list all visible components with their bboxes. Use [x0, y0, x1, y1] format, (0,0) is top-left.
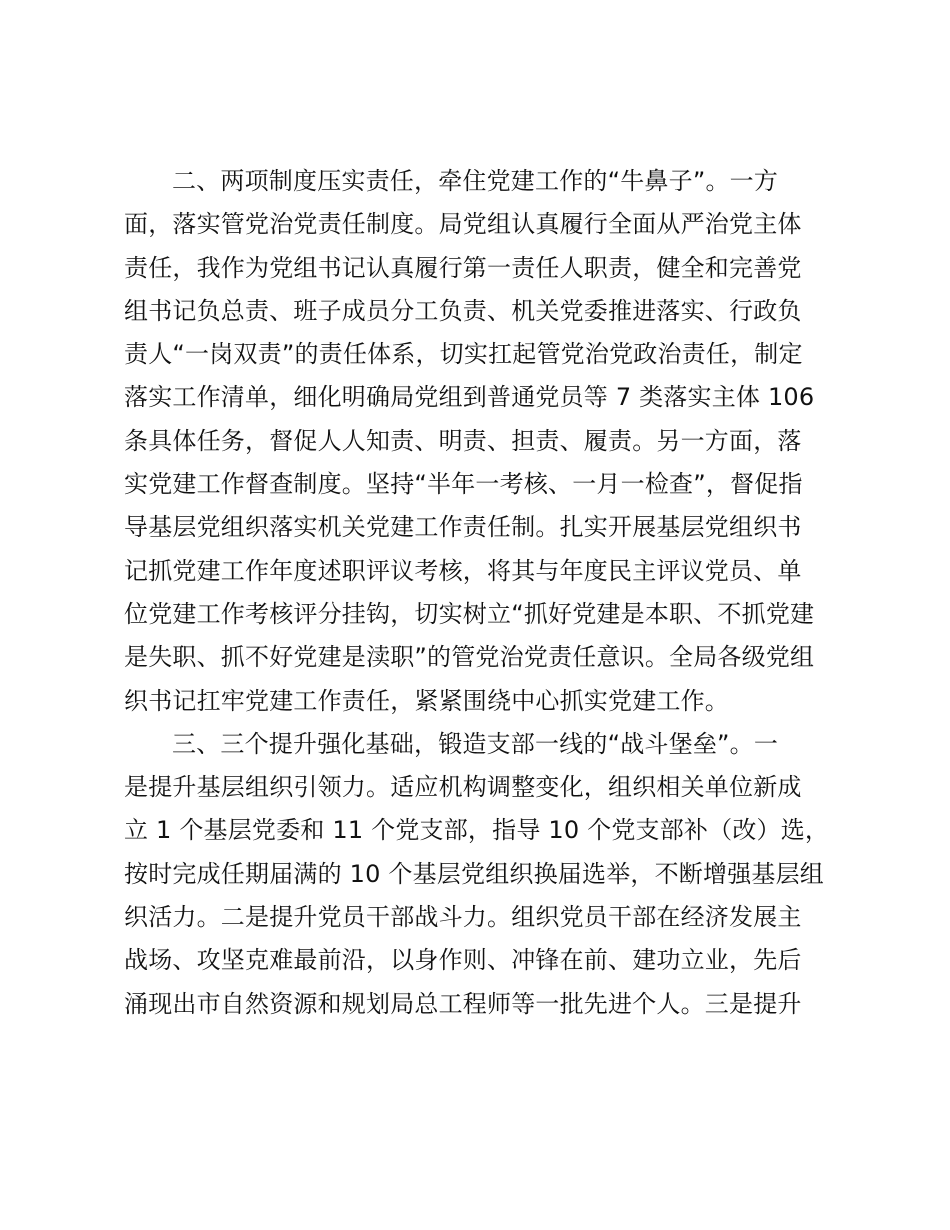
- text-line: 责任，我作为党组书记认真履行第一责任人职责，健全和完善党: [124, 253, 802, 282]
- paragraph-three-improvements: [124, 723, 834, 1026]
- text-line: 战场、攻坚克难最前沿，以身作则、冲锋在前、建功立业，先后: [124, 946, 802, 975]
- text-line: 是提升基层组织引领力。适应机构调整变化，组织相关单位新成: [124, 773, 802, 802]
- paragraph-responsibility-system: [124, 160, 834, 723]
- text-line: 条具体任务，督促人人知责、明责、担责、履责。另一方面，落: [124, 426, 802, 455]
- text-line: 记抓党建工作年度述职评议考核，将其与年度民主评议党员、单: [124, 556, 802, 585]
- text-line: 面，落实管党治党责任制度。局党组认真履行全面从严治党主体: [124, 210, 802, 239]
- text-line: 二、两项制度压实责任，牵住党建工作的“牛鼻子”。一方: [172, 167, 779, 195]
- text-line: 织书记扛牢党建工作责任，紧紧围绕中心抓实党建工作。: [124, 686, 729, 715]
- text-line: 责人“一岗双责”的责任体系，切实扛起管党治党政治责任，制定: [124, 340, 803, 369]
- text-line: 组书记负总责、班子成员分工负责、机关党委推进落实、行政负: [124, 296, 802, 325]
- text-line: 织活力。二是提升党员干部战斗力。组织党员干部在经济发展主: [124, 903, 802, 932]
- text-line: 导基层党组织落实机关党建工作责任制。扎实开展基层党组织书: [124, 513, 802, 542]
- text-line: 落实工作清单，细化明确局党组到普通党员等 7 类落实主体 106: [124, 383, 815, 412]
- text-line: 涌现出市自然资源和规划局总工程师等一批先进个人。三是提升: [124, 989, 802, 1018]
- text-line: 实党建工作督查制度。坚持“半年一考核、一月一检查”，督促指: [124, 470, 803, 499]
- text-line: 按时完成任期届满的 10 个基层党组织换届选举，不断增强基层组: [124, 859, 824, 888]
- document-body: [124, 160, 834, 1026]
- text-line: 立 1 个基层党委和 11 个党支部，指导 10 个党支部补（改）选，: [124, 816, 830, 845]
- text-line: 位党建工作考核评分挂钩，切实树立“抓好党建是本职、不抓党建: [124, 599, 815, 628]
- text-line: 是失职、抓不好党建是渎职”的管党治党责任意识。全局各级党组: [124, 643, 815, 672]
- text-line: 三、三个提升强化基础，锻造支部一线的“战斗堡垒”。一: [172, 729, 779, 758]
